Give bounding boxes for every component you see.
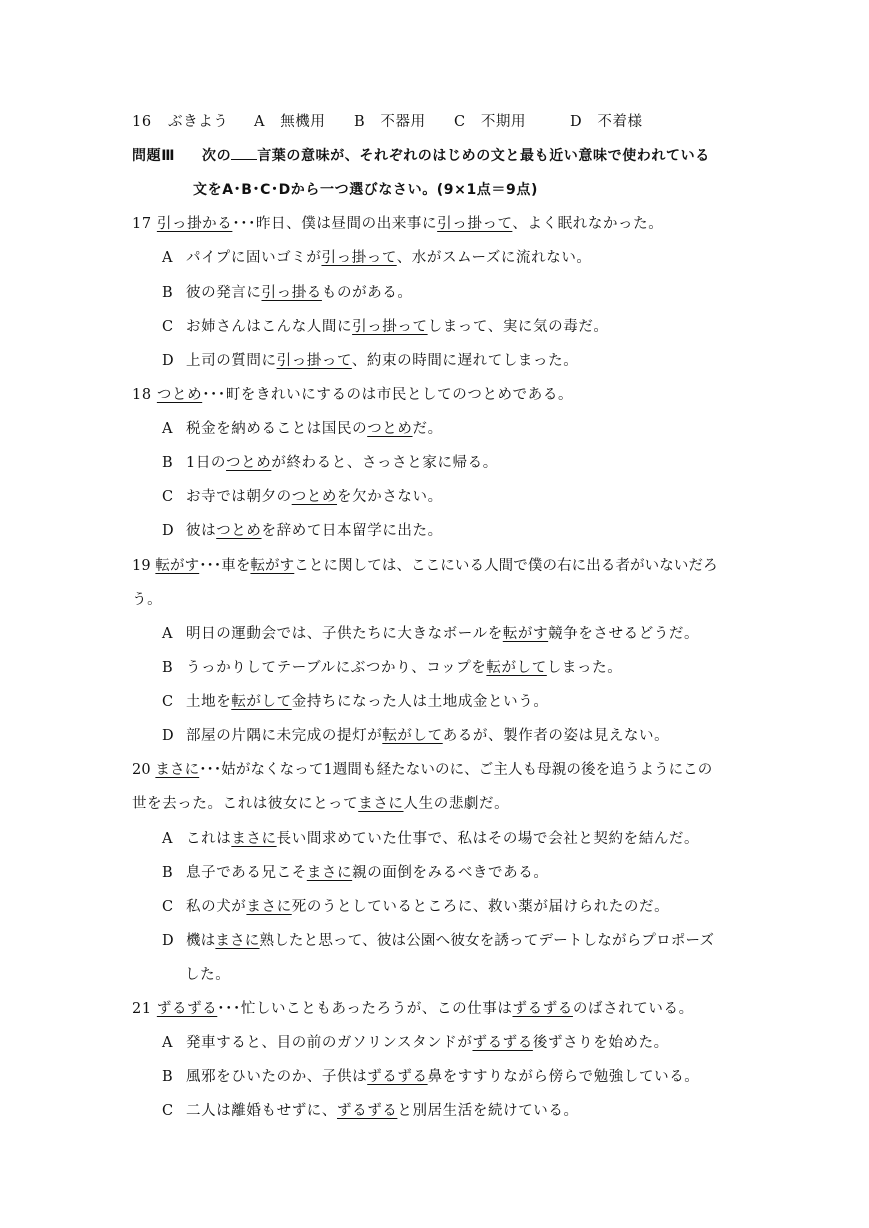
q20-option-d-continued: した。 [185,967,231,983]
question-18: 18 つとめ･･･町をきれいにするのは市民としてのつとめである。 [132,387,574,403]
q20-option-d: D 機はまさに熟したと思って、彼は公園へ彼女を誘ってデートしながらプロポーズ [162,933,715,949]
q18-option-d: D 彼はつとめを辞めて日本留学に出た。 [162,523,443,539]
q21-option-c: C 二人は離婚もせずに、ずるずると別居生活を続けている。 [162,1103,579,1119]
target-word: ずるずる [156,1001,218,1017]
option-c: C 不期用 [454,114,527,130]
question-17: 17 引っ掛かる･･･昨日、僕は昼間の出来事に引っ掛って、よく眠れなかった。 [132,216,664,232]
section-instructions: 文をA･B･C･Dから一つ選びなさい。(9×1点＝9点) [193,182,538,198]
q17-option-c: C お姉さんはこんな人間に引っ掛ってしまって、実に気の毒だ。 [162,319,609,335]
q18-option-c: C お寺では朝夕のつとめを欠かさない。 [162,489,443,505]
question-16 [132,112,670,132]
option-b: B 不器用 [354,114,426,130]
q17-option-a: A パイプに固いゴミが引っ掛って、水がスムーズに流れない。 [162,250,592,266]
question-reading: ぶきよう [168,114,229,130]
target-word: まさに [155,762,200,778]
q19-option-d: D 部屋の片隅に未完成の提灯が転がしてあるが、製作者の姿は見えない。 [162,728,670,744]
q19-option-a: A 明日の運動会では、子供たちに大きなボールを転がす競争をさせるどうだ。 [162,626,700,642]
q18-option-b: B 1日のつとめが終わると、さっさと家に帰る。 [162,455,498,471]
q20-option-c: C 私の犬がまさに死のうとしているところに、救い薬が届けられたのだ。 [162,899,670,915]
q21-option-b: B 風邪をひいたのか、子供はずるずる鼻をすすりながら傍らで勉強している。 [162,1069,700,1085]
question-19-continued: う。 [132,592,163,608]
q20-option-a: A これはまさに長い間求めていた仕事で、私はその場で会社と契約を結んだ。 [162,831,700,847]
q19-option-b: B うっかりしてテーブルにぶつかり、コップを転がしてしまった。 [162,660,623,676]
target-word: 転がす [155,558,200,574]
question-20-continued: 世を去った。これは彼女にとってまさに人生の悲劇だ。 [132,796,510,812]
target-word: つとめ [156,387,203,403]
option-a: A 無機用 [254,114,326,130]
q17-option-b: B 彼の発言に引っ掛るものがある。 [162,285,413,301]
q21-option-a: A 発車すると、目の前のガソリンスタンドがずるずる後ずさりを始めた。 [162,1035,669,1051]
q19-option-c: C 土地を転がして金持ちになった人は土地成金という。 [162,694,549,710]
question-20: 20 まさに･･･姑がなくなって1週間も経たないのに、ご主人も母親の後を追うようにこの [132,762,713,778]
target-word: 引っ掛かる [156,216,233,232]
question-number: 16 [132,114,152,130]
q20-option-b: B 息子である兄こそまさに親の面倒をみるべきである。 [162,865,549,881]
q17-option-d: D 上司の質問に引っ掛って、約束の時間に遅れてしまった。 [162,353,579,369]
q18-option-a: A 税金を納めることは国民のつとめだ。 [162,421,443,437]
option-d: D 不着様 [570,114,643,130]
section-heading: 問題Ⅲ 次の 言葉の意味が、それぞれのはじめの文と最も近い意味で使われている [132,148,710,164]
question-21: 21 ずるずる･･･忙しいこともあったろうが、この仕事はずるずるのばされている。 [132,1001,694,1017]
question-19: 19 転がす･･･車を転がすことに関しては、ここにいる人間で僕の右に出る者がいないだろ [132,558,718,574]
blank-line [231,147,257,160]
section-title: 問題Ⅲ [132,148,176,164]
